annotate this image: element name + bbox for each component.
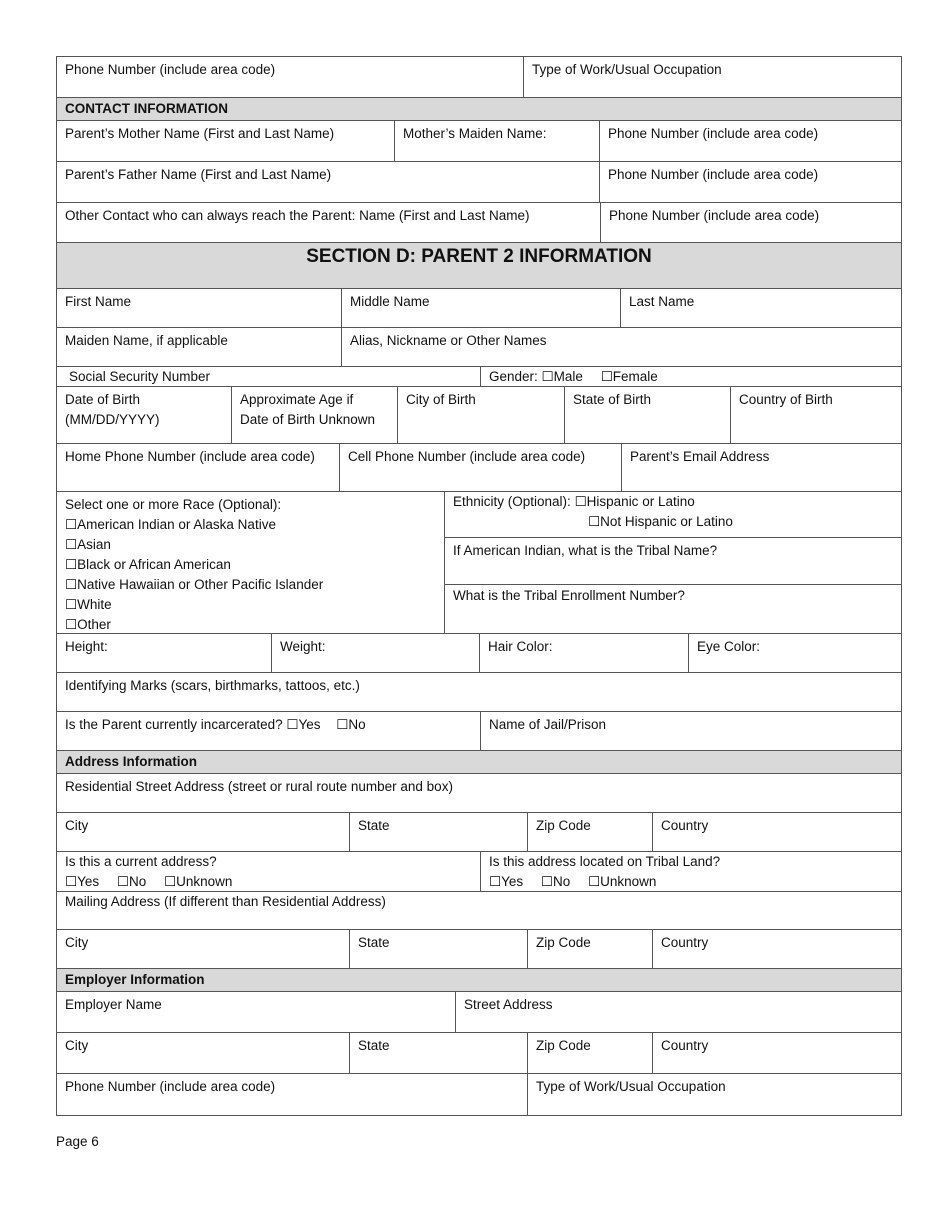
father-name-label: Parent’s Father Name (First and Last Name) xyxy=(65,167,332,182)
state-label: State xyxy=(358,818,390,833)
middle-name-label: Middle Name xyxy=(350,294,430,309)
employer-phone-field[interactable] xyxy=(57,1074,527,1115)
phone-email-row xyxy=(56,444,902,492)
employer-country-label: Country xyxy=(661,1038,709,1053)
employer-zip-label: Zip Code xyxy=(536,1038,591,1053)
page-number: Page 6 xyxy=(56,1134,99,1149)
employer-phone-row xyxy=(56,1074,902,1116)
residential-address-label: Residential Street Address (street or rural route number and box) xyxy=(65,779,453,794)
mother-phone-field[interactable] xyxy=(599,121,901,161)
father-name-field[interactable] xyxy=(57,162,599,202)
ethnicity-field xyxy=(445,492,901,538)
tribal-land-yes-checkbox[interactable]: ☐Yes xyxy=(489,874,524,889)
ssn-label: Social Security Number xyxy=(69,369,211,384)
incarcerated-yes-checkbox[interactable]: ☐Yes xyxy=(286,717,321,732)
dob-field[interactable] xyxy=(57,387,231,443)
mother-name-label: Parent’s Mother Name (First and Last Name) xyxy=(65,126,335,141)
ethnicity-hispanic-checkbox[interactable]: ☐Hispanic or Latino xyxy=(574,494,695,509)
alias-label: Alias, Nickname or Other Names xyxy=(350,333,547,348)
cell-phone-label: Cell Phone Number (include area code) xyxy=(348,449,586,464)
ethnicity-tribal-column xyxy=(444,492,901,633)
race-white-checkbox[interactable]: ☐White xyxy=(65,597,112,612)
other-contact-field[interactable] xyxy=(57,203,600,242)
city-label: City xyxy=(65,818,89,833)
state-of-birth-field[interactable] xyxy=(564,387,730,443)
other-contact-label: Other Contact who can always reach the Parent: Name (First and Last Name) xyxy=(65,208,530,223)
approx-age-label: Approximate Age if xyxy=(240,392,354,407)
section-d-header xyxy=(56,243,902,289)
identifying-marks-label: Identifying Marks (scars, birthmarks, tattoos, etc.) xyxy=(65,678,360,693)
height-label: Height: xyxy=(65,639,108,654)
mailing-city-row xyxy=(56,930,902,969)
tribal-land-unknown-checkbox[interactable]: ☐Unknown xyxy=(588,874,657,889)
zip-field[interactable] xyxy=(527,813,652,851)
mailing-state-field[interactable] xyxy=(349,930,527,968)
phone-number-field[interactable] xyxy=(57,57,523,97)
tribal-land-field xyxy=(480,852,901,891)
dob-label: Date of Birth xyxy=(65,392,141,407)
city-of-birth-field[interactable] xyxy=(397,387,564,443)
employer-name-row xyxy=(56,992,902,1033)
employer-street-label: Street Address xyxy=(464,997,553,1012)
alias-field[interactable] xyxy=(341,328,901,366)
hair-color-label: Hair Color: xyxy=(488,639,553,654)
email-field[interactable] xyxy=(621,444,901,491)
incarcerated-field xyxy=(57,712,480,750)
employer-country-field[interactable] xyxy=(652,1033,901,1073)
race-ethnicity-row xyxy=(56,492,902,634)
email-label: Parent’s Email Address xyxy=(630,449,770,464)
height-field[interactable] xyxy=(57,634,271,672)
ethnicity-label: Ethnicity (Optional): xyxy=(453,494,571,509)
name-row xyxy=(56,289,902,328)
mailing-row xyxy=(56,892,902,930)
occupation-field[interactable] xyxy=(523,57,901,97)
mailing-zip-field[interactable] xyxy=(527,930,652,968)
father-phone-label: Phone Number (include area code) xyxy=(608,167,819,182)
mother-phone-label: Phone Number (include area code) xyxy=(608,126,819,141)
identifying-marks-field[interactable] xyxy=(57,673,901,711)
gender-male-checkbox[interactable]: ☐Male xyxy=(541,369,583,384)
weight-label: Weight: xyxy=(280,639,326,654)
residential-city-row xyxy=(56,813,902,852)
employer-name-label: Employer Name xyxy=(65,997,162,1012)
first-name-label: First Name xyxy=(65,294,132,309)
approx-age-label-2: Date of Birth Unknown xyxy=(240,412,376,427)
residential-row xyxy=(56,774,902,813)
jail-name-field[interactable] xyxy=(480,712,901,750)
state-field[interactable] xyxy=(349,813,527,851)
hair-color-field[interactable] xyxy=(479,634,688,672)
gender-field xyxy=(480,367,901,386)
marks-row xyxy=(56,673,902,712)
father-phone-field[interactable] xyxy=(599,162,901,202)
employer-city-label: City xyxy=(65,1038,89,1053)
other-contact-phone-label: Phone Number (include area code) xyxy=(609,208,820,223)
employer-name-field[interactable] xyxy=(57,992,455,1032)
contact-header-text: CONTACT INFORMATION xyxy=(65,101,228,116)
mother-maiden-label: Mother’s Maiden Name: xyxy=(403,126,547,141)
mailing-city-label: City xyxy=(65,935,89,950)
home-phone-label: Home Phone Number (include area code) xyxy=(65,449,315,464)
parent-2-form xyxy=(56,56,902,1116)
employer-information-header xyxy=(56,969,902,992)
mailing-country-field[interactable] xyxy=(652,930,901,968)
top-row xyxy=(56,56,902,98)
residential-address-field[interactable] xyxy=(57,774,901,812)
cell-phone-field[interactable] xyxy=(339,444,621,491)
employer-street-field[interactable] xyxy=(455,992,901,1032)
physical-row xyxy=(56,634,902,673)
ssn-gender-row xyxy=(56,367,902,387)
tribal-land-label: Is this address located on Tribal Land? xyxy=(489,854,721,869)
country-of-birth-field[interactable] xyxy=(730,387,901,443)
state-of-birth-label: State of Birth xyxy=(573,392,652,407)
home-phone-field[interactable] xyxy=(57,444,339,491)
maiden-name-field[interactable] xyxy=(57,328,341,366)
dob-format: (MM/DD/YYYY) xyxy=(65,412,160,427)
employer-header-text: Employer Information xyxy=(65,972,205,987)
country-label: Country xyxy=(661,818,709,833)
current-address-label: Is this a current address? xyxy=(65,854,217,869)
employer-phone-label: Phone Number (include area code) xyxy=(65,1079,276,1094)
race-black-checkbox[interactable]: ☐Black or African American xyxy=(65,557,231,572)
incarcerated-label: Is the Parent currently incarcerated? xyxy=(65,717,283,732)
address-header-text: Address Information xyxy=(65,754,198,769)
mother-row xyxy=(56,121,902,162)
current-tribal-row xyxy=(56,852,902,892)
first-name-field[interactable] xyxy=(57,289,341,327)
weight-field[interactable] xyxy=(271,634,479,672)
tribal-land-no-checkbox[interactable]: ☐No xyxy=(540,874,571,889)
ethnicity-not-hispanic-checkbox[interactable]: ☐Not Hispanic or Latino xyxy=(588,514,733,529)
employer-occupation-label: Type of Work/Usual Occupation xyxy=(536,1079,726,1094)
current-address-field xyxy=(57,852,480,891)
tribal-enrollment-label: What is the Tribal Enrollment Number? xyxy=(453,588,685,603)
mother-name-field[interactable] xyxy=(57,121,394,161)
incarcerated-no-checkbox[interactable]: ☐No xyxy=(336,717,366,732)
country-field[interactable] xyxy=(652,813,901,851)
race-american-indian-checkbox[interactable]: ☐American Indian or Alaska Native xyxy=(65,517,276,532)
race-label: Select one or more Race (Optional): xyxy=(65,497,282,512)
jail-name-label: Name of Jail/Prison xyxy=(489,717,607,732)
ssn-field[interactable] xyxy=(57,367,480,386)
country-of-birth-label: Country of Birth xyxy=(739,392,833,407)
mother-maiden-field[interactable] xyxy=(394,121,599,161)
eye-color-field[interactable] xyxy=(688,634,901,672)
approx-age-field[interactable] xyxy=(231,387,397,443)
other-contact-phone-field[interactable] xyxy=(600,203,901,242)
middle-name-field[interactable] xyxy=(341,289,620,327)
tribal-enrollment-field[interactable] xyxy=(445,585,901,633)
father-row xyxy=(56,162,902,203)
current-unknown-checkbox[interactable]: ☐Unknown xyxy=(164,874,233,889)
tribal-name-field[interactable] xyxy=(445,538,901,585)
mailing-zip-label: Zip Code xyxy=(536,935,591,950)
race-asian-checkbox[interactable]: ☐Asian xyxy=(65,537,111,552)
employer-state-field[interactable] xyxy=(349,1033,527,1073)
maiden-alias-row xyxy=(56,328,902,367)
eye-color-label: Eye Color: xyxy=(697,639,761,654)
gender-female-checkbox[interactable]: ☐Female xyxy=(600,369,658,384)
tribal-name-label: If American Indian, what is the Tribal Name? xyxy=(453,543,718,558)
contact-information-header xyxy=(56,98,902,121)
incarceration-row xyxy=(56,712,902,751)
employer-city-field[interactable] xyxy=(57,1033,349,1073)
maiden-name-label: Maiden Name, if applicable xyxy=(65,333,228,348)
employer-state-label: State xyxy=(358,1038,390,1053)
current-no-checkbox[interactable]: ☐No xyxy=(116,874,147,889)
zip-label: Zip Code xyxy=(536,818,591,833)
mailing-address-field[interactable] xyxy=(57,892,901,929)
employer-city-row xyxy=(56,1033,902,1074)
mailing-address-label: Mailing Address (If different than Residential Address) xyxy=(65,894,386,909)
employer-occupation-field[interactable] xyxy=(527,1074,901,1115)
race-pacific-islander-checkbox[interactable]: ☐Native Hawaiian or Other Pacific Islander xyxy=(65,577,324,592)
section-d-title: SECTION D: PARENT 2 INFORMATION xyxy=(306,246,652,267)
current-yes-checkbox[interactable]: ☐Yes xyxy=(65,874,100,889)
phone-number-label: Phone Number (include area code) xyxy=(65,62,276,77)
city-field[interactable] xyxy=(57,813,349,851)
employer-zip-field[interactable] xyxy=(527,1033,652,1073)
mailing-state-label: State xyxy=(358,935,390,950)
birth-row xyxy=(56,387,902,444)
race-field xyxy=(57,492,444,633)
address-information-header xyxy=(56,751,902,774)
city-of-birth-label: City of Birth xyxy=(406,392,476,407)
occupation-label: Type of Work/Usual Occupation xyxy=(532,62,722,77)
race-other-checkbox[interactable]: ☐Other xyxy=(65,617,111,632)
last-name-field[interactable] xyxy=(620,289,901,327)
mailing-city-field[interactable] xyxy=(57,930,349,968)
other-contact-row xyxy=(56,203,902,243)
mailing-country-label: Country xyxy=(661,935,709,950)
last-name-label: Last Name xyxy=(629,294,695,309)
gender-label: Gender: xyxy=(489,369,538,384)
